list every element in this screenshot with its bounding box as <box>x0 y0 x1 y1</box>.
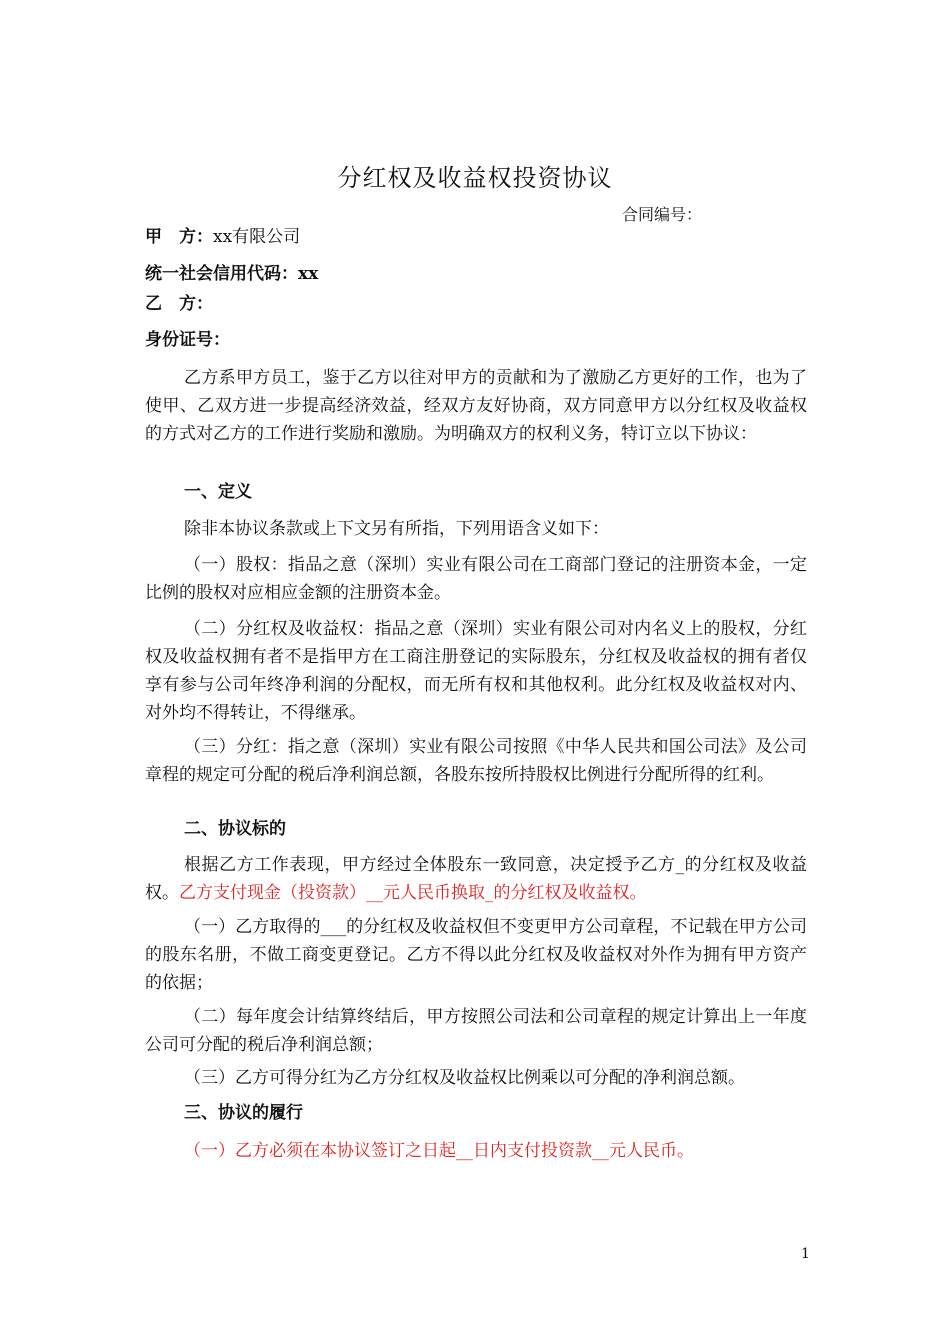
section-3-title: 三、协议的履行 <box>184 1103 303 1123</box>
section-2-title: 二、协议标的 <box>184 819 286 839</box>
section-2-text: 根据乙方工作表现，甲方经过全体股东一致同意，决定授予乙方_的分红权及收益权。 <box>145 855 807 903</box>
intro-paragraph: 乙方系甲方员工，鉴于乙方以往对甲方的贡献和为了激励乙方更好的工作，也为了使甲、乙双方进一步提高经济效益，经双方友好协商，双方同意甲方以分红权及收益权的方式对乙方的工作进行奖励和激励。为明确双方的权利义务，特订立以下协议： <box>145 368 807 444</box>
section-1-title: 一、定义 <box>184 482 252 502</box>
credit-code-value: xx <box>298 264 319 284</box>
party-a-value: xx有限公司 <box>213 227 301 247</box>
section-2-item-3: （三）乙方可得分红为乙方分红权及收益权比例乘以可分配的净利润总额。 <box>184 1068 745 1088</box>
credit-code-line <box>145 260 807 289</box>
credit-code-label: 统一社会信用代码： <box>145 264 298 284</box>
party-a-line <box>145 223 807 252</box>
page-number: 1 <box>801 1246 810 1262</box>
id-number-label: 身份证号： <box>145 330 230 350</box>
section-2-item-1: （一）乙方取得的___的分红权及收益权但不变更甲方公司章程，不记载在甲方公司的股东名册，不做工商变更登记。乙方不得以此分红权及收益权对外作为拥有甲方资产的依据； <box>145 917 807 993</box>
section-2-paragraph <box>145 851 807 907</box>
section-1-intro: 除非本协议条款或上下文另有所指，下列用语含义如下： <box>184 519 609 539</box>
document-title: 分红权及收益权投资协议 <box>337 164 613 192</box>
section-2-red-text: 乙方支付现金（投资款）__元人民币换取_的分红权及收益权。 <box>179 883 647 903</box>
definition-dividend: （三）分红：指之意（深圳）实业有限公司按照《中华人民共和国公司法》及公司章程的规定可分配的税后净利润总额，各股东按所持股权比例进行分配所得的红利。 <box>145 737 807 785</box>
contract-number-label: 合同编号： <box>622 205 703 224</box>
party-b-label: 乙 方： <box>145 294 213 314</box>
party-a-label: 甲 方： <box>145 227 213 247</box>
section-2-item-2: （二）每年度会计结算终结后，甲方按照公司法和公司章程的规定计算出上一年度公司可分配的税后净利润总额； <box>145 1007 807 1055</box>
definition-dividend-right: （二）分红权及收益权：指品之意（深圳）实业有限公司对内名义上的股权，分红权及收益权拥有者不是指甲方在工商注册登记的实际股东，分红权及收益权的拥有者仅享有参与公司年终净利润的分配权，而无所有权和其他权利。此分红权及收益权对内、对外均不得转让，不得继承。 <box>145 619 807 723</box>
definition-equity: （一）股权：指品之意（深圳）实业有限公司在工商部门登记的注册资本金，一定比例的股权对应相应金额的注册资本金。 <box>145 555 807 603</box>
section-3-item-1: （一）乙方必须在本协议签订之日起__日内支付投资款__元人民币。 <box>184 1141 694 1161</box>
